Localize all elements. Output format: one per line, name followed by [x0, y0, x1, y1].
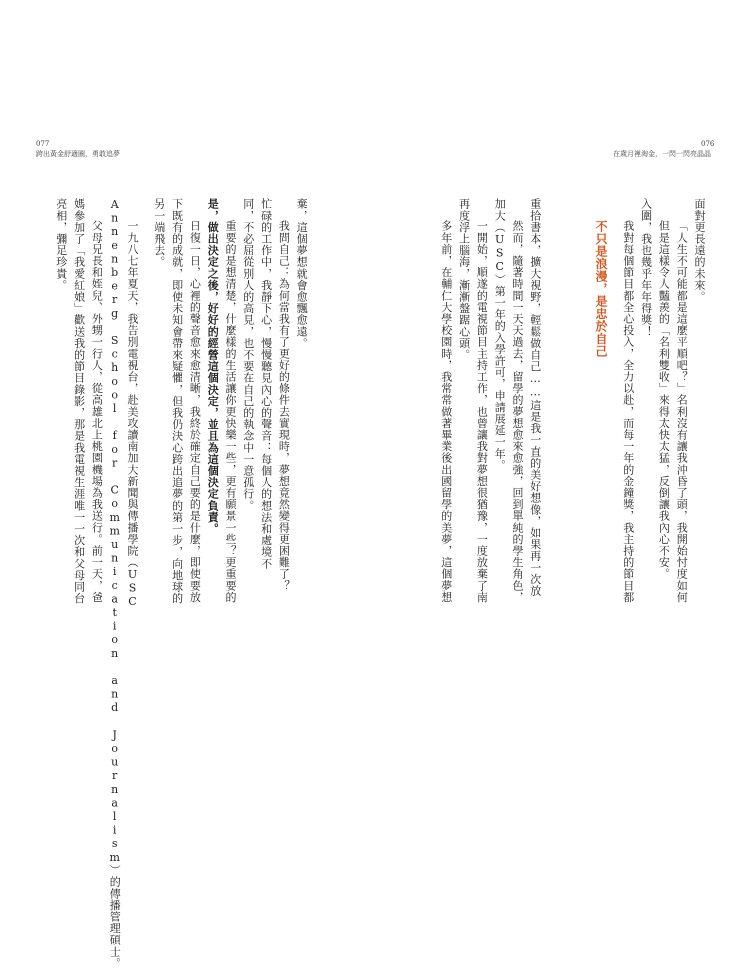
right-running-head: 在歲月裡淘金，一閃一閃亮晶晶 [613, 150, 711, 158]
text-line: 再度浮上腦海，漸漸盤踞心頭。 [457, 198, 471, 361]
left-page-number: 077 [36, 140, 50, 148]
text-line: 一九八七年夏天，我告別電視台，赴美攻讀南加大新聞與傳播學院（USC [125, 220, 139, 609]
text-line: 重要的是想清楚，什麼樣的生活讓你更快樂一些，更有願景一些？更重要的 [223, 220, 237, 603]
text-line: 下既有的成就，即使未知會帶來疑懼，但我仍決心跨出追夢的第一步，向地球的 [170, 198, 184, 604]
right-text-block-1 [619, 198, 708, 603]
text-line: 然而，隨著時間一天天過去，留學的夢想愈來愈強，回到單純的學生角色， [510, 220, 524, 603]
text-line: 媽參加了「我愛紅娘」歡送我的節目錄影，那是我電視生涯唯一一次和父母同台 [72, 198, 86, 604]
right-page [375, 0, 750, 750]
section-heading: 不只是浪漫，是忠於自己 [594, 220, 608, 358]
text-line: 面對更長遠的未來。 [692, 198, 706, 303]
text-line: 但是這樣令人豔羨的「名利雙收」來得太快太猛，反倒讓我內心不安。 [657, 220, 671, 580]
text-line: 同，不必屈從別人的高見，也不要在自己的執念中一意孤行。 [241, 198, 255, 512]
text-line: 入圍，我也幾乎年年得獎！ [639, 198, 653, 338]
text-line: 「人生不可能都是這麼平順吧？」名利沒有讓我沖昏了頭，我開始忖度如何 [675, 220, 689, 603]
right-text-block-2 [437, 198, 544, 603]
text-line: 父母兄長和姪兒、外甥一行人，從高雄北上桃園機場為我送行。前一天，爸 [90, 220, 104, 603]
text-line: 是，做出決定之後，好好的經營這個決定，並且為這個決定負責。 [206, 198, 220, 535]
text-line: 忙碌的工作中，我靜下心，慢慢聽見內心的聲音：每個人的想法和處境不 [259, 198, 273, 570]
left-text-block-1 [150, 198, 310, 604]
text-line: 棄，這個夢想就會愈飄愈遠。 [295, 198, 309, 349]
text-line: 加大（USC）第一年的入學許可，申請展延一年。 [493, 198, 507, 471]
text-line: 另一端飛去。 [152, 198, 166, 268]
text-line: 多年前，在輔仁大學校園時，我常常做著畢業後出國留學的美夢，這個夢想 [439, 220, 453, 603]
text-line: 一開始，順遂的電視節目主持工作，也曾讓我對夢想很猶豫，一度放棄了南 [475, 220, 489, 603]
left-running-head: 跨出黃金舒適圈，勇敢追夢 [36, 150, 120, 158]
left-text-block-2 [52, 198, 141, 969]
text-line: 日復一日，心裡的聲音愈來愈清晰，我終於確定自己要的是什麼，即使要放 [188, 220, 202, 603]
text-line: 我問自己：為何當我有了更好的條件去實現時，夢想竟然變得更困難了？ [277, 220, 291, 592]
text-line: 我對每個節目都全心投入，全力以赴，而每一年的金鐘獎，我主持的節目都 [621, 220, 635, 603]
text-line: Annenberg School for Communication and Journalism）的傳播管理碩士。 [108, 198, 122, 969]
text-line: 亮相，彌足珍貴。 [54, 198, 68, 291]
right-page-number: 076 [701, 140, 715, 148]
text-line: 重拾書本，擴大視野，輕鬆做自己……這是我一直的美好想像，如果再一次放 [528, 198, 542, 597]
